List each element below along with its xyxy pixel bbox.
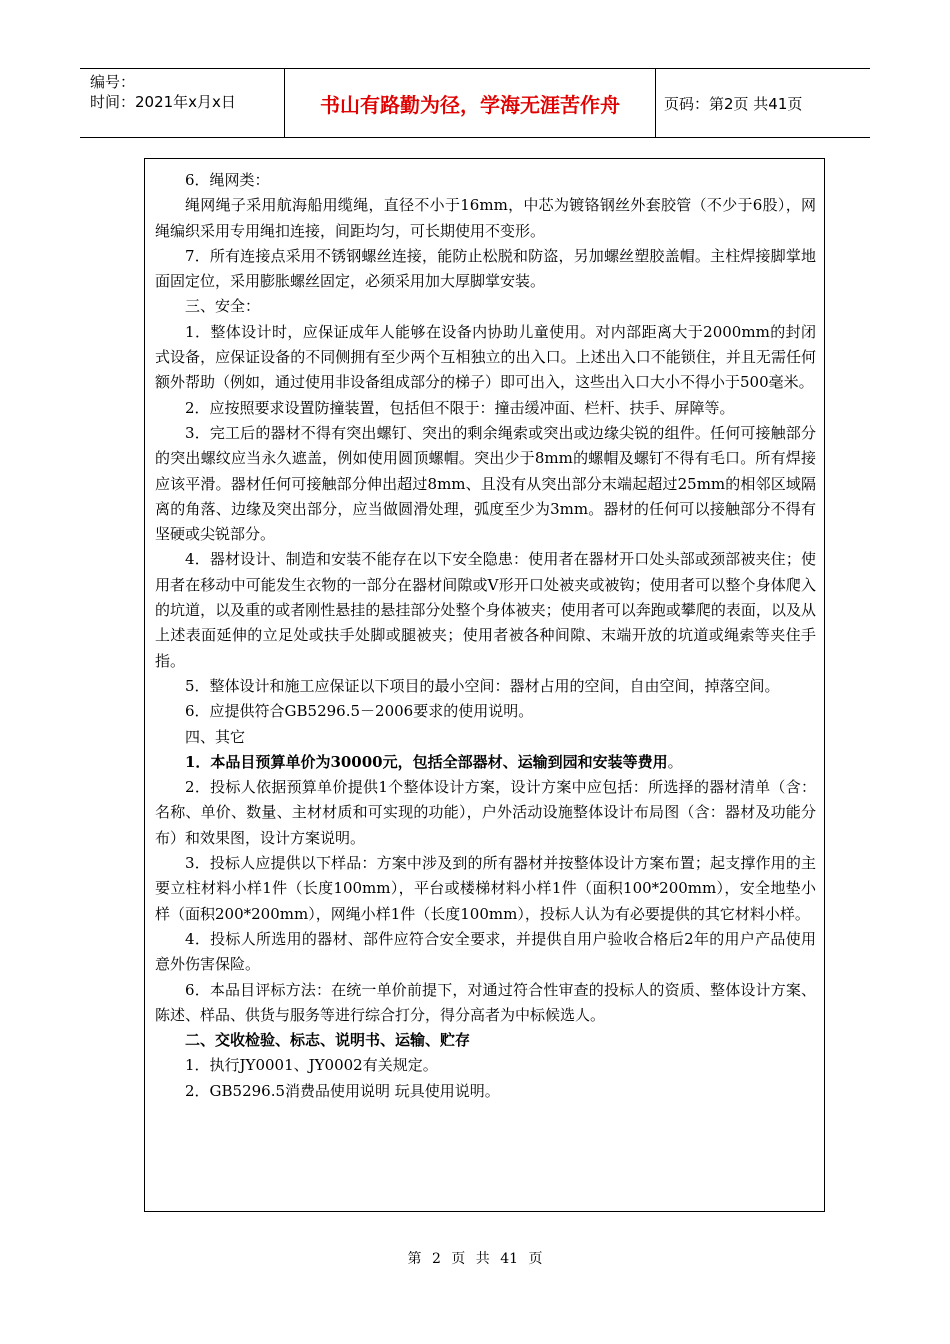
paragraph: 2．GB5296.5消费品使用说明 玩具使用说明。 bbox=[185, 1081, 500, 1100]
header-motto: 书山有路勤为径，学海无涯苦作舟 bbox=[284, 69, 656, 137]
section-heading: 三、安全： bbox=[185, 297, 261, 316]
paragraph: 7．所有连接点采用不锈钢螺丝连接，能防止松脱和防盗，另加螺丝塑胶盖帽。主柱焊接脚掌地面固定位，采用膨胀螺丝固定，必须采用加大厚脚掌安装。 bbox=[155, 246, 816, 291]
page-footer: 第 2 页 共 41 页 bbox=[407, 1251, 543, 1267]
budget-paragraph bbox=[155, 750, 816, 775]
header-page-number: 页码：第2页 共41页 bbox=[664, 94, 803, 113]
paragraph: 4．投标人所选用的器材、部件应符合安全要求，并提供自用户验收合格后2年的用户产品使用意外伤害保险。 bbox=[155, 929, 816, 974]
section-heading: 四、其它 bbox=[185, 727, 246, 746]
paragraph: 1．整体设计时，应保证成年人能够在设备内协助儿童使用。对内部距离大于2000mm的封闭式设备，应保证设备的不同侧拥有至少两个互相独立的出入口。上述出入口不能锁住，并且无需任何额外帮助（例如，通过使用非设备组成部分的梯子）即可出入，这些出入口大小不得小于500毫米。 bbox=[155, 322, 816, 392]
header-meta bbox=[80, 69, 284, 137]
paragraph: 4．器材设计、制造和安装不能存在以下安全隐患：使用者在器材开口处头部或颈部被夹住；使用者在移动中可能发生衣物的一部分在器材间隙或V形开口处被夹或被钩；使用者可以整个身体爬入的坑道，以及重的或者刚性悬挂的悬挂部分处整个身体被夹；使用者可以奔跑或攀爬的表面，以及从上述表面延伸的立足处或扶手处脚或腿被夹；使用者被各种间隙、末端开放的坑道或绳索等夹住手指。 bbox=[155, 550, 816, 670]
page-header bbox=[80, 68, 870, 138]
paragraph: 6．绳网类： bbox=[185, 171, 270, 189]
paragraph: 1．执行JY0001、JY0002有关规定。 bbox=[185, 1056, 438, 1075]
paragraph: 2．应按照要求设置防撞装置，包括但不限于：撞击缓冲面、栏杆、扶手、屏障等。 bbox=[185, 398, 735, 417]
paragraph: 3．投标人应提供以下样品：方案中涉及到的所有器材并按整体设计方案布置；起支撑作用的主要立柱材料小样1件（长度100mm），平台或楼梯材料小样1件（面积100*200mm），安全地垫小样（面积200*200mm），网绳小样1件（长度100mm），投标人认为有必要提供的其它材料小样。 bbox=[155, 854, 816, 923]
content-box bbox=[144, 158, 825, 1212]
section-heading: 二、交收检验、标志、说明书、运输、贮存 bbox=[185, 1031, 471, 1050]
paragraph: 3．完工后的器材不得有突出螺钉、突出的剩余绳索或突出或边缘尖锐的组件。任何可接触部分的突出螺纹应当永久遮盖，例如使用圆顶螺帽。突出少于8mm的螺帽及螺钉不得有毛口。所有焊接应该平滑。器材任何可接触部分伸出超过8mm、且没有从突出部分末端起超过25mm的相邻区域隔离的角落、边缘及突出部分，应当做圆滑处理，弧度至少为3mm。器材的任何可以接触部分不得有坚硬或尖锐部分。 bbox=[155, 423, 816, 544]
date-label: 时间：2021年x月x日 bbox=[90, 93, 236, 111]
paragraph: 5．整体设计和施工应保证以下项目的最小空间：器材占用的空间，自由空间，掉落空间。 bbox=[185, 676, 780, 695]
paragraph: 绳网绳子采用航海船用缆绳，直径不小于16mm，中芯为镀铬钢丝外套胶管（不少于6股），网绳编织采用专用绳扣连接，间距均匀，可长期使用不变形。 bbox=[155, 196, 816, 240]
budget-text: 1．本品目预算单价为30000元，包括全部器材、运输到园和安装等费用 bbox=[185, 752, 668, 771]
paragraph: 6．本品目评标方法：在统一单价前提下，对通过符合性审查的投标人的资质、整体设计方案、陈述、样品、供货与服务等进行综合打分，得分高者为中标候选人。 bbox=[155, 980, 816, 1024]
budget-end: 。 bbox=[667, 752, 683, 771]
paragraph: 2．投标人依据预算单价提供1个整体设计方案，设计方案中应包括：所选择的器材清单（含：名称、单价、数量、主材材质和可实现的功能），户外活动设施整体设计布局图（含：器材及功能分布）和效果图，设计方案说明。 bbox=[155, 778, 816, 847]
number-label: 编号： bbox=[90, 73, 136, 91]
paragraph: 6．应提供符合GB5296.5－2006要求的使用说明。 bbox=[185, 702, 534, 721]
